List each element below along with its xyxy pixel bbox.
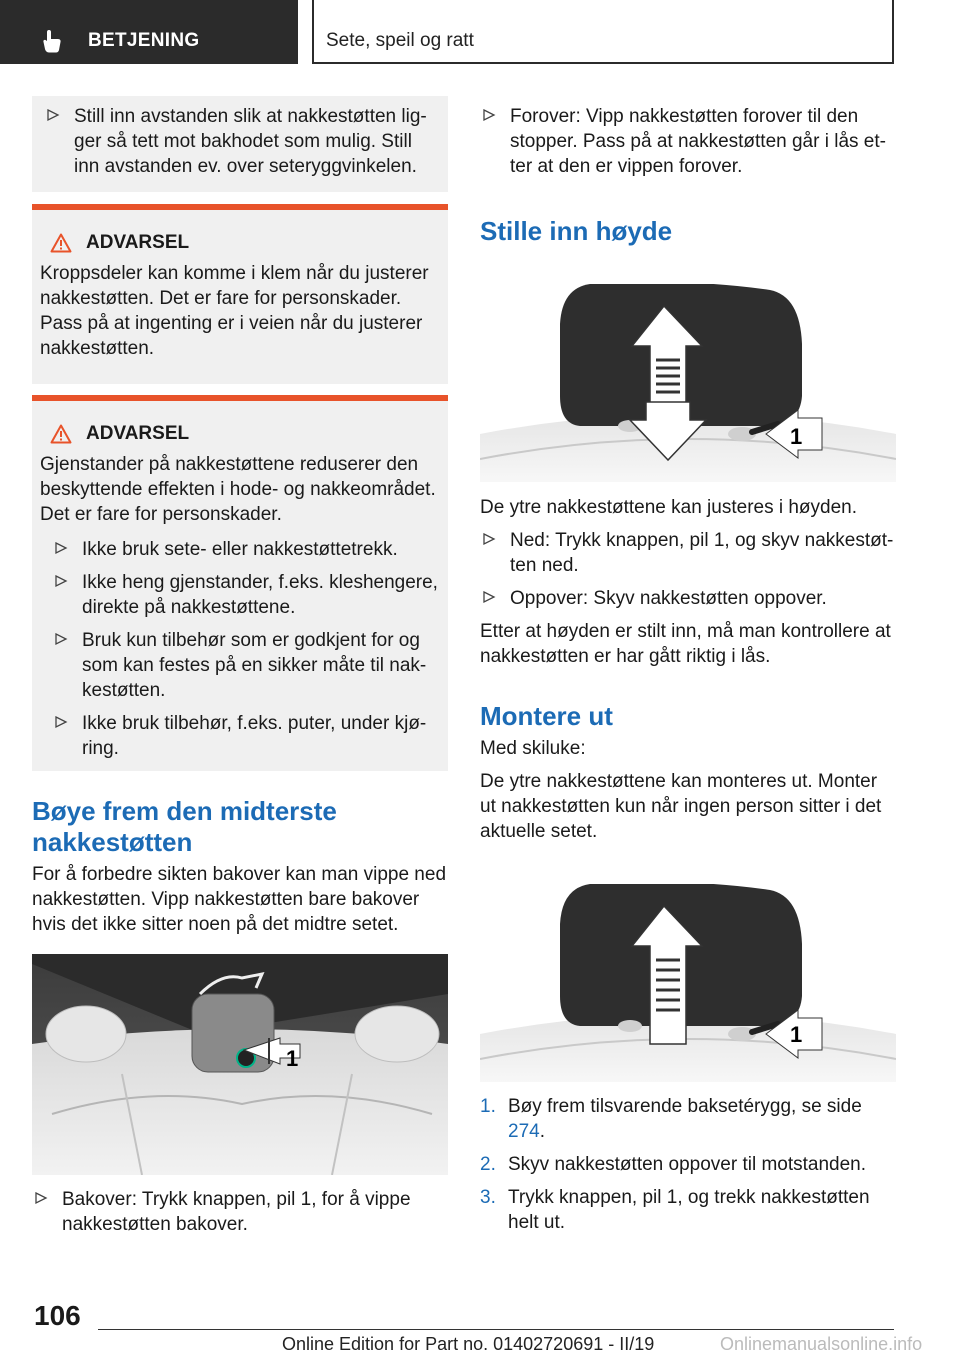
instruction-box-top [32,96,448,192]
steps-list [480,1094,898,1243]
heading-height [480,216,898,247]
bullet-triangle-icon [482,590,496,604]
step-number: 1. [480,1096,496,1117]
warning-box-2 [32,395,448,771]
section-remove [480,701,898,844]
bullet-triangle-icon [54,541,68,555]
list-item: 1. Bøy frem tilsvarende baksetérygg, se side 274. [480,1096,862,1142]
list-item: Ikke bruk tilbehør, f.eks. puter, under kjø-ring. [40,711,440,761]
section-heading: Montere ut [480,701,613,731]
paragraph: Med skiluke: [480,738,586,759]
bullet-triangle-icon [54,715,68,729]
figure-headrest-height [480,284,896,482]
warning-text: Gjenstander på nakkestøttene reduserer den beskyttende effekten i hode- og nakkeområdet. Det er fare for personskader. [40,454,436,525]
figure-illustration [480,284,896,482]
hand-icon [40,28,64,54]
right-top-list [480,104,898,187]
list-item: Bakover: Trykk knappen, pil 1, for å vippe nakkestøtten bakover. [32,1187,450,1237]
section-tab [0,0,298,64]
section-heading: Stille inn høyde [480,216,673,246]
paragraph: De ytre nakkestøttene kan justeres i høyden. [480,497,858,518]
warning-title: ADVARSEL [40,230,440,255]
warning-text: Kroppsdeler kan komme i klem når du justerer nakkestøtten. Det er fare for personskader. Pass på at ingenting er i veien når du justerer nakkestøtten. [40,263,429,359]
right-mid-text [480,495,898,669]
figure-illustration [32,954,448,1175]
edition-text: Online Edition for Part no. 01402720691 - II/19 [282,1334,655,1354]
list-item: 2. Skyv nakkestøtten oppover til motstanden. [480,1154,867,1175]
step-number: 3. [480,1187,496,1208]
list-item: Bruk kun tilbehør som er godkjent for og som kan festes på en sikker måte til nak-kestøtten. [40,628,440,703]
step-number: 2. [480,1154,496,1175]
paragraph: De ytre nakkestøttene kan monteres ut. Monter ut nakkestøtten kun når ingen person sitter i det aktuelle setet. [480,771,882,842]
figure-callout-number: 1 [790,424,803,449]
warning-triangle-icon [50,233,72,253]
page-number: 106 [34,1300,81,1331]
section-tilt [32,796,450,937]
figure-illustration [480,884,896,1082]
list-item: Ikke heng gjenstander, f.eks. kleshengere, direkte på nakkestøttene. [40,570,440,620]
bullet-triangle-icon [54,574,68,588]
figure-headrest-remove [480,884,896,1082]
bullet-triangle-icon [54,632,68,646]
bullet-triangle-icon [34,1191,48,1205]
page-link[interactable]: 274 [508,1121,540,1142]
list-item: Ned: Trykk knappen, pil 1, og skyv nakkestøt-ten ned. [480,528,898,578]
warning-title: ADVARSEL [40,421,440,446]
list-item: Forover: Vipp nakkestøtten forover til den stopper. Pass på at nakkestøtten går i lås et-ter at den er vippen forover. [480,104,898,179]
figure-rear-seat [32,954,448,1175]
warning-triangle-icon [50,424,72,444]
bullet-triangle-icon [482,532,496,546]
chapter-title: Sete, speil og ratt [326,30,474,51]
paragraph: Etter at høyden er stilt inn, må man kontrollere at nakkestøtten er har gått riktig i lås. [480,621,891,667]
list-item: Oppover: Skyv nakkestøtten oppover. [480,586,898,611]
list-item: Ikke bruk sete- eller nakkestøttetrekk. [40,537,440,562]
section-paragraph: For å forbedre sikten bakover kan man vippe ned nakkestøtten. Vipp nakkestøtten bare bakover hvis det ikke sitter noen på det midtre setet. [32,864,447,935]
figure-callout-number: 1 [790,1022,803,1047]
section-heading: Bøye frem den midterste nakkestøtten [32,796,337,857]
list-item: Still inn avstanden slik at nakkestøtten lig-ger så tett mot bakhodet som mulig. Still inn avstanden ev. over seteryggvinkelen. [40,104,440,179]
bullet-triangle-icon [482,108,496,122]
figure-callout-number: 1 [286,1046,299,1071]
watermark: Onlinemanualsonline.info [720,1334,923,1354]
bullet-triangle-icon [46,108,60,122]
list-item: 3. Trykk knappen, pil 1, og trekk nakkestøtten helt ut. [480,1187,870,1233]
warning-box-1 [32,204,448,384]
list-bottom-left [32,1187,450,1245]
chapter-header [312,0,894,64]
footer-divider [98,1329,894,1330]
section-label: BETJENING [88,30,200,51]
